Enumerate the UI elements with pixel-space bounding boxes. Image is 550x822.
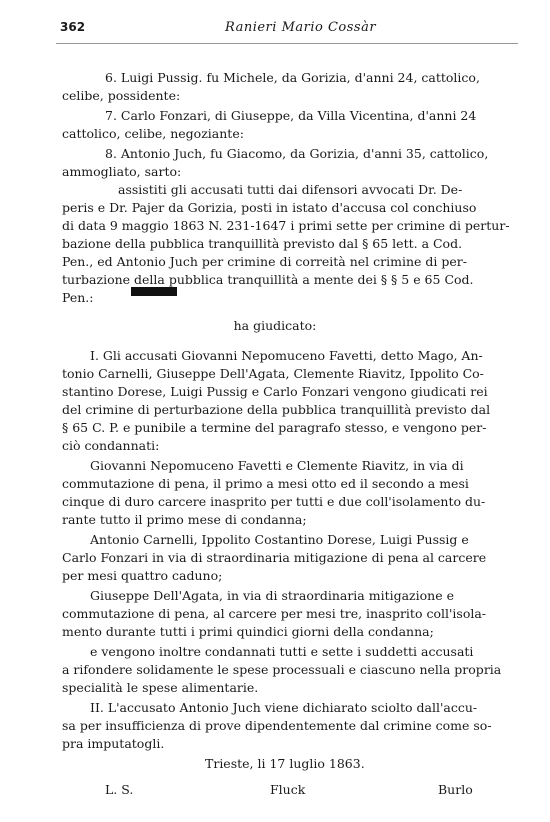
- text-line: tonio Carnelli, Giuseppe Dell'Agata, Clemente Riavitz, Ippolito Co-: [62, 366, 484, 381]
- header-rule: [56, 43, 518, 44]
- text-line: cinque di duro carcere inasprito per tutti e due coll'isolamento du-: [62, 494, 486, 509]
- text-line: Antonio Carnelli, Ippolito Costantino Dorese, Luigi Pussig e: [90, 532, 469, 547]
- text-line: 6. Luigi Pussig. fu Michele, da Gorizia, d'anni 24, cattolico,: [105, 70, 480, 85]
- place-date: Trieste, li 17 luglio 1863.: [205, 756, 365, 771]
- running-head: Ranieri Mario Cossàr: [225, 20, 377, 35]
- text-line: Giovanni Nepomuceno Favetti e Clemente Riavitz, in via di: [90, 458, 464, 473]
- text-line: di data 9 maggio 1863 N. 231-1647 i primi sette per crimine di pertur-: [62, 218, 510, 233]
- text-line: Carlo Fonzari in via di straordinaria mitigazione di pena al carcere: [62, 550, 487, 565]
- text-line: stantino Dorese, Luigi Pussig e Carlo Fonzari vengono giudicati rei: [62, 384, 488, 399]
- text-line: Giuseppe Dell'Agata, in via di straordinaria mitigazione e: [90, 588, 454, 603]
- text-line: del crimine di perturbazione della pubblica tranquillità previsto dal: [62, 402, 491, 417]
- text-line: peris e Dr. Pajer da Gorizia, posti in istato d'accusa col conchiuso: [62, 200, 477, 215]
- ink-blot: [131, 287, 177, 296]
- text-line: per mesi quattro caduno;: [62, 568, 223, 583]
- text-line: 8. Antonio Juch, fu Giacomo, da Gorizia, d'anni 35, cattolico,: [105, 146, 489, 161]
- text-line: Pen.:: [62, 290, 94, 305]
- text-line: a rifondere solidamente le spese processuali e ciascuno nella propria: [62, 662, 502, 677]
- text-line: e vengono inoltre condannati tutti e sette i suddetti accusati: [90, 644, 474, 659]
- signature-fluck: Fluck: [270, 782, 306, 797]
- text-line: commutazione di pena, il primo a mesi otto ed il secondo a mesi: [62, 476, 469, 491]
- text-line: Pen., ed Antonio Juch per crimine di correità nel crimine di per-: [62, 254, 467, 269]
- text-line: assistiti gli accusati tutti dai difensori avvocati Dr. De-: [118, 182, 463, 197]
- text-line: II. L'accusato Antonio Juch viene dichiarato sciolto dall'accu-: [90, 700, 478, 715]
- text-line: 7. Carlo Fonzari, di Giuseppe, da Villa Vicentina, d'anni 24: [105, 108, 477, 123]
- text-line: § 65 C. P. e punibile a termine del paragrafo stesso, e vengono per-: [62, 420, 487, 435]
- text-line: cattolico, celibe, negoziante:: [62, 126, 244, 141]
- text-line: rante tutto il primo mese di condanna;: [62, 512, 307, 527]
- text-line: I. Gli accusati Giovanni Nepomuceno Favetti, detto Mago, An-: [90, 348, 483, 363]
- text-line: pra imputatogli.: [62, 736, 165, 751]
- text-line: sa per insufficienza di prove dipendentemente dal crimine come so-: [62, 718, 492, 733]
- text-line: celibe, possidente:: [62, 88, 181, 103]
- page-header: [60, 20, 515, 38]
- section-heading: ha giudicato:: [233, 318, 317, 333]
- text-line: bazione della pubblica tranquillità previsto dal § 65 lett. a Cod.: [62, 236, 463, 251]
- signature-burlo: Burlo: [438, 782, 473, 797]
- signature-seal: L. S.: [105, 782, 134, 797]
- text-line: commutazione di pena, al carcere per mesi tre, inasprito coll'isola-: [62, 606, 487, 621]
- text-line: turbazione della pubblica tranquillità a mente dei § § 5 e 65 Cod.: [62, 272, 474, 287]
- text-line: ammogliato, sarto:: [62, 164, 182, 179]
- text-line: ciò condannati:: [62, 438, 160, 453]
- page-number: 362: [60, 20, 86, 34]
- text-line: mento durante tutti i primi quindici giorni della condanna;: [62, 624, 434, 639]
- text-line: specialità le spese alimentarie.: [62, 680, 259, 695]
